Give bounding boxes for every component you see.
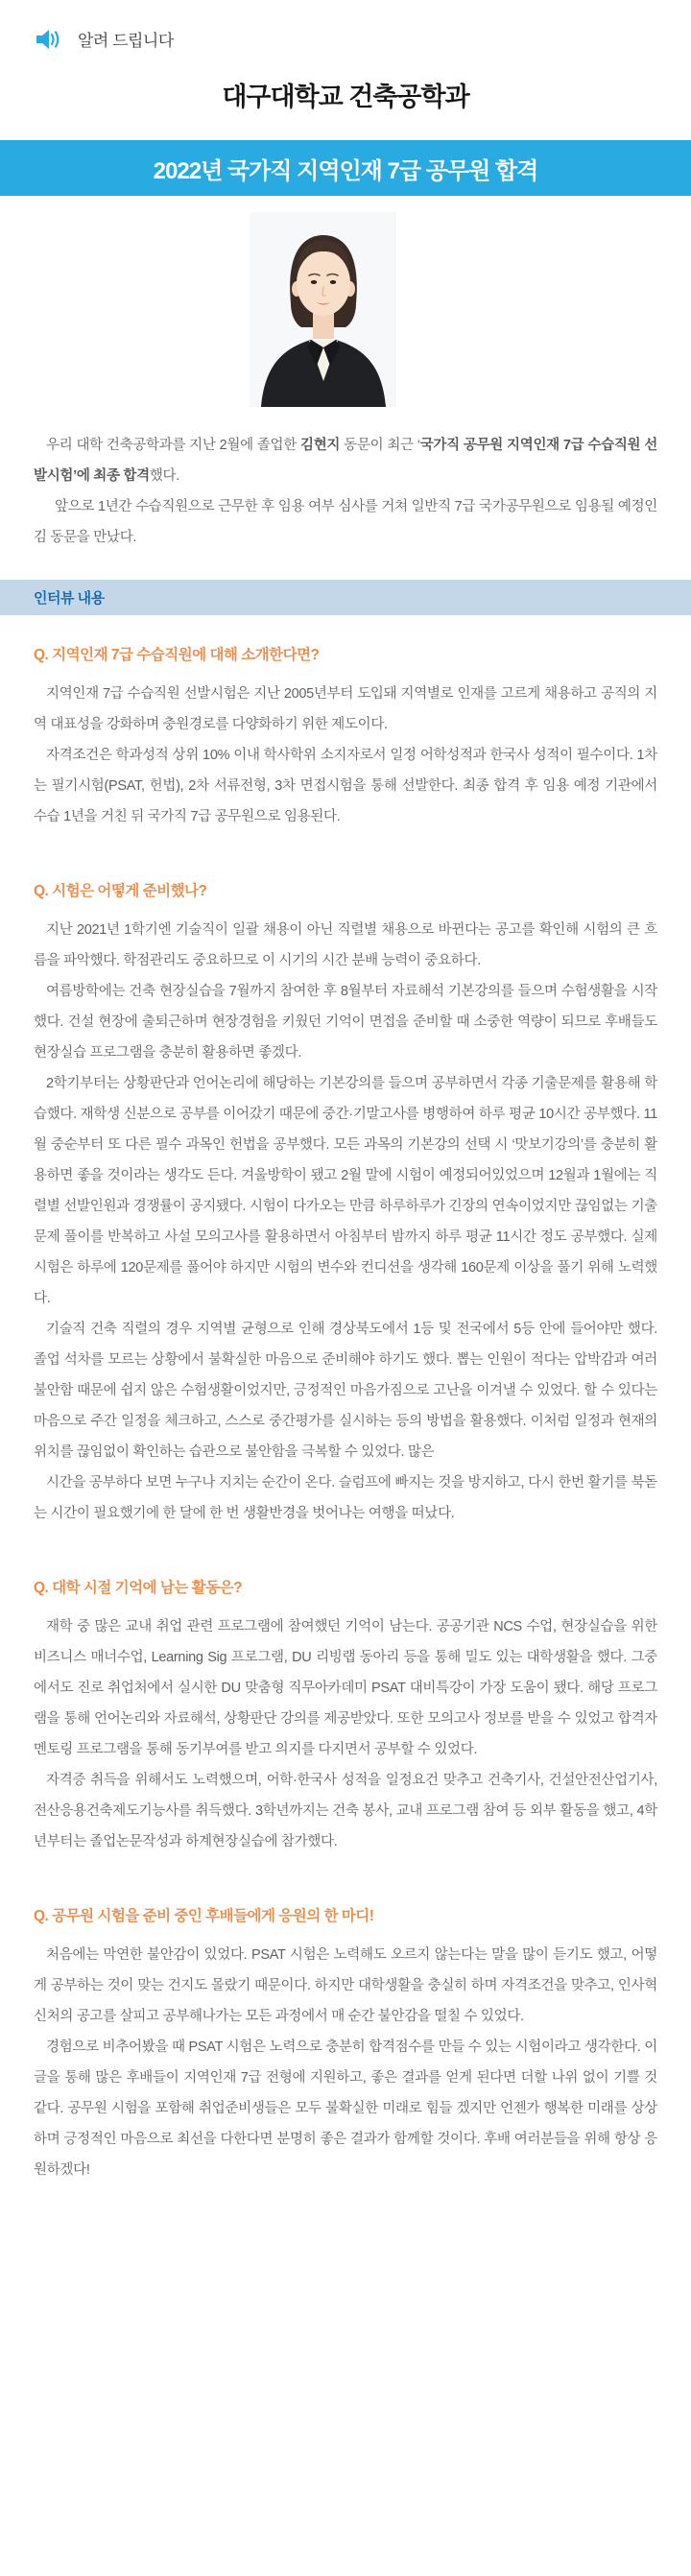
- graduate-photo: [250, 212, 396, 407]
- notice-label: 알려 드립니다: [78, 32, 174, 50]
- answer-paragraph: 재학 중 많은 교내 취업 관련 프로그램에 참여했던 기억이 남는다. 공공기관 NCS 수업, 현장실습을 위한 비즈니스 매너수업, Learning Sig 프로그램, DU 리빙랩 동아리 등을 통해 밀도 있는 대학생활을 했다. 그중에서도 진로 취업처에서 실시한 DU 맞춤형 직무아카데미 PSAT 대비특강이 가장 도움이 됐다. 해당 프로그램을 통해 언어논리와 자료해석, 상황판단 강의를 제공받았다. 또한 모의고사 정보를 받을 수 있었고 합격자 멘토링 프로그램을 통해 동기부여를 받고 의지를 다지면서 공부할 수 있었다.: [34, 1619, 657, 1757]
- question-heading: Q. 대학 시절 기억에 남는 활동은?: [34, 1580, 243, 1596]
- intro-text: 했다.: [149, 468, 179, 484]
- question-heading: Q. 지역인재 7급 수습직원에 대해 소개한다면?: [34, 647, 320, 663]
- answer-paragraph: 자격조건은 학과성적 상위 10% 이내 학사학위 소지자로서 일정 어학성적과 한국사 성적이 필수이다. 1차는 필기시험(PSAT, 헌법), 2차 서류전형, 3차 면접시험을 통해 선발한다. 최종 합격 후 임용 예정 기관에서 수습 1년을 거친 뒤 국가직 7급 공무원으로 임용된다.: [34, 748, 657, 824]
- interview-header-label: 인터뷰 내용: [34, 590, 105, 607]
- intro-section: [34, 430, 657, 553]
- answer-paragraph: 지난 2021년 1학기엔 기술직이 일괄 채용이 아닌 직렬별 채용으로 바뀐다는 공고를 확인해 시험의 큰 흐름을 파악했다. 학점관리도 중요하므로 이 시기의 시간 분배 능력이 중요하다.: [34, 922, 657, 968]
- answer-paragraph: 자격증 취득을 위해서도 노력했으며, 어학·한국사 성적을 일정요건 맞추고 건축기사, 건설안전산업기사, 전산응용건축제도기능사를 취득했다. 3학년까지는 건축 봉사, 교내 프로그램 참여 등 외부 활동을 했고, 4학년부터는 졸업논문작성과 하계현장실습에 참가했다.: [34, 1773, 657, 1849]
- answer-paragraph: 기술직 건축 직렬의 경우 지역별 균형으로 인해 경상북도에서 1등 및 전국에서 5등 안에 들어야만 했다. 졸업 석차를 모르는 상황에서 불확실한 마음으로 준비해야 하기도 했다. 뽑는 인원이 적다는 압박감과 여러 불안함 때문에 쉽지 않은 수험생활이었지만, 긍정적인 마음가짐으로 고난을 이겨낼 수 있었다. 할 수 있다는 마음으로 주간 일정을 체크하고, 스스로 중간평가를 실시하는 등의 방법을 활용했다. 이처럼 일정과 현재의 위치를 끊임없이 확인하는 습관으로 불안함을 극복할 수 있었다. 많은: [34, 1322, 657, 1460]
- intro-bold-text: 김현지: [300, 438, 341, 453]
- headline-banner: [0, 140, 691, 196]
- page-title: 대구대학교 건축공학과: [222, 83, 469, 111]
- qa-block-4: [34, 1901, 657, 2185]
- intro-text: 동문이 최근 ‘: [340, 438, 420, 453]
- question-heading: Q. 공무원 시험을 준비 중인 후배들에게 응원의 한 마디!: [34, 1908, 374, 1924]
- qa-block-3: [34, 1573, 657, 1857]
- answer-paragraph: 2학기부터는 상황판단과 언어논리에 해당하는 기본강의를 들으며 공부하면서 각종 기출문제를 활용해 학습했다. 재학생 신분으로 공부를 이어갔기 때문에 중간·기말고사를 병행하여 하루 평균 10시간 공부했다. 11월 중순부터 또 다른 필수 과목인 헌법을 공부했다. 모든 과목의 기본강의 선택 시 ‘맛보기강의’를 충분히 활용하면 좋을 것이라는 생각도 든다. 겨울방학이 됐고 2월 말에 시험이 예정되어있었으며 12월과 1월에는 직렬별 선발인원과 경쟁률이 공지됐다. 시험이 다가오는 만큼 하루하루가 긴장의 연속이었지만 끊임없는 기출문제 풀이를 반복하고 사설 모의고사를 활용하면서 아침부터 밤까지 하루 평균 11시간 정도 공부했다. 실제 시험은 하루에 120문제를 풀어야 하지만 시험의 변수와 컨디션을 생각해 160문제 이상을 풀기 위해 노력했다.: [34, 1076, 657, 1306]
- answer-paragraph: 경험으로 비추어봤을 때 PSAT 시험은 노력으로 충분히 합격점수를 만들 수 있는 시험이라고 생각한다. 이 글을 통해 많은 후배들이 지역인재 7급 전형에 지원하고, 좋은 결과를 얻게 된다면 더할 나위 없이 기쁠 것 같다. 공무원 시험을 포함해 취업준비생들은 모두 불확실한 미래로 힘들 겠지만 언젠가 행복한 미래를 상상하며 긍정적인 마음으로 최선을 다한다면 분명히 좋은 결과가 함께할 것이다. 후배 여러분들을 위해 항상 응원하겠다!: [34, 2039, 657, 2178]
- interview-qa-list: [0, 640, 691, 2185]
- qa-block-1: [34, 640, 657, 832]
- intro-paragraph-1: [34, 430, 657, 491]
- answer-paragraph: 여름방학에는 건축 현장실습을 7월까지 참여한 후 8월부터 자료해석 기본강의를 들으며 수험생활을 시작했다. 건설 현장에 출퇴근하며 현장경험을 키웠던 기억이 면접을 준비할 때 소중한 역량이 되므로 후배들도 현장실습 프로그램을 충분히 활용하면 좋겠다.: [34, 984, 657, 1061]
- answer-paragraph: 처음에는 막연한 불안감이 있었다. PSAT 시험은 노력해도 오르지 않는다는 말을 많이 듣기도 했고, 어떻게 공부하는 것이 맞는 건지도 몰랐기 때문이다. 하지만 대학생활을 충실히 하며 자격조건을 맞추고, 인사혁신처의 공고를 살피고 공부해나가는 모든 과정에서 매 순간 불안감을 떨칠 수 있었다.: [34, 1947, 657, 2024]
- question-heading: Q. 시험은 어떻게 준비했나?: [34, 883, 207, 899]
- intro-text: 우리 대학 건축공학과를 지난 2월에 졸업한: [46, 438, 301, 453]
- qa-block-2: [34, 876, 657, 1529]
- headline-banner-text: 2022년 국가직 지역인재 7급 공무원 합격: [153, 157, 538, 184]
- speaker-icon: [36, 28, 62, 51]
- answer-paragraph: 시간을 공부하다 보면 누구나 지치는 순간이 온다. 슬럼프에 빠지는 것을 방지하고, 다시 한번 활기를 북돋는 시간이 필요했기에 한 달에 한 번 생활반경을 벗어나는 여행을 떠났다.: [34, 1475, 657, 1521]
- intro-bold-text: 국가직 공무원 지역인재 7급 수습직원 선발시험’에 최종 합격: [34, 438, 657, 484]
- answer-paragraph: 지역인재 7급 수습직원 선발시험은 지난 2005년부터 도입돼 지역별로 인재를 고르게 채용하고 공직의 지역 대표성을 강화하며 충원경로를 다양화하기 위한 제도이다.: [34, 686, 657, 732]
- intro-paragraph-2: 앞으로 1년간 수습직원으로 근무한 후 임용 여부 심사를 거쳐 일반직 7급 국가공무원으로 임용될 예정인 김 동문을 만났다.: [34, 499, 657, 545]
- notice-row: [0, 0, 691, 51]
- interview-header: [0, 580, 691, 615]
